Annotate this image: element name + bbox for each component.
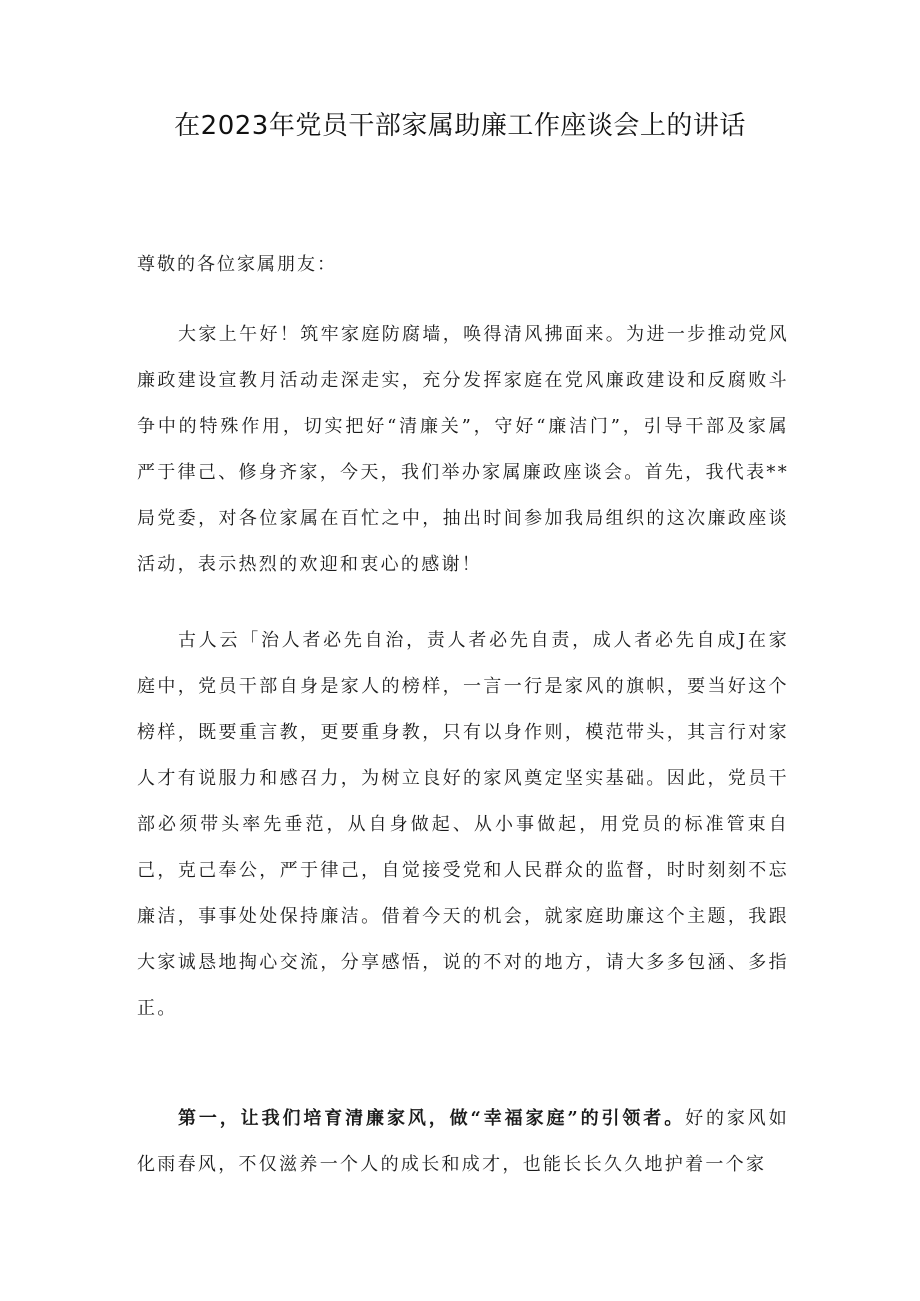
paragraph-text: 大家上午好！筑牢家庭防腐墙，唤得清风拂面来。为进一步推动党风廉政建设宣教月活动走深走实，充分发挥家庭在党风廉政建设和反腐败斗争中的特殊作用，切实把好“清廉关”，守好“廉洁门”，引导干部及家属严于律己、修身齐家，今天，我们举办家属廉政座谈会。首先，我代表**局党委，对各位家属在百忙之中，抽出时间参加我局组织的这次廉政座谈活动，表示热烈的欢迎和衷心的感谢！	[137, 324, 789, 575]
paragraph-text: 古人云「治人者必先自治，责人者必先自责，成人者必先自成J在家庭中，党员干部自身是家人的榜样，一言一行是家风的旗帜，要当好这个榜样，既要重言教，更要重身教，只有以身作则，模范带头，其言行对家人才有说服力和感召力，为树立良好的家风奠定坚实基础。因此，党员干部必须带头率先垂范，从自身做起、从小事做起，用党员的标准管束自己，克己奉公，严于律己，自觉接受党和人民群众的监督，时时刻刻不忘廉洁，事事处处保持廉洁。借着今天的机会，就家庭助廉这个主题，我跟大家诚恳地掏心交流，分享感悟，说的不对的地方，请大多多包涵、多指正。	[137, 630, 789, 1019]
paragraph-opening	[137, 312, 789, 588]
salutation: 尊敬的各位家属朋友：	[137, 254, 337, 275]
paragraph-quote	[137, 618, 789, 1032]
paragraph-bold-lead: 第一，让我们培育清廉家风，做“幸福家庭”的引领者。	[178, 1108, 686, 1129]
document-title: 在2023年党员干部家属助廉工作座谈会上的讲话	[174, 111, 746, 141]
paragraph-text: 好的家风如化雨春风，不仅滋养一个人的成长和成才，也能长长久久地护着一个家	[137, 1108, 789, 1175]
paragraph-first-point	[137, 1096, 789, 1188]
